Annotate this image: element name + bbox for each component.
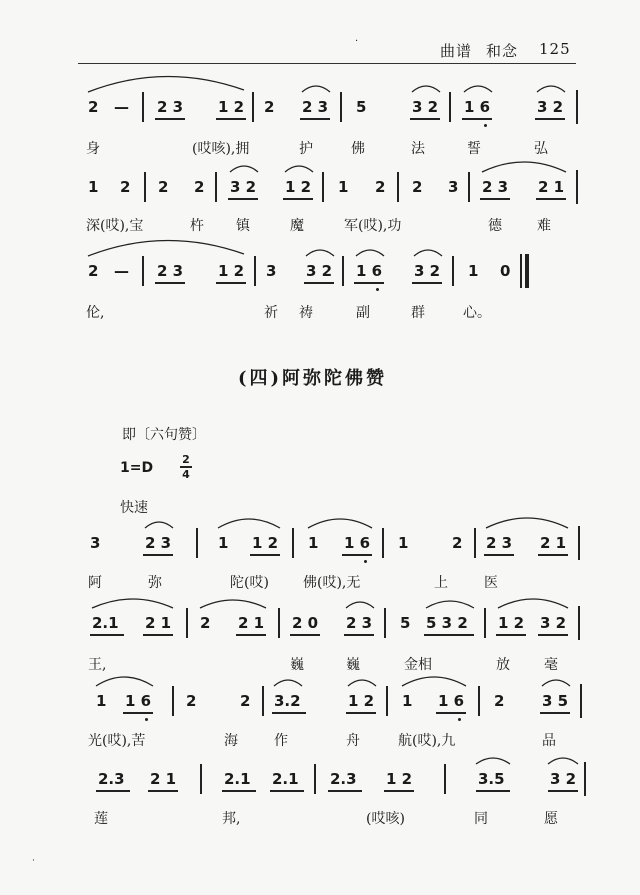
note: 1 2 xyxy=(218,262,245,280)
note: 3 2 xyxy=(230,178,257,196)
slur xyxy=(145,522,173,528)
barline xyxy=(452,256,454,286)
header-subsection: 和念 xyxy=(486,42,519,60)
note: 0 xyxy=(500,262,511,280)
slur xyxy=(412,86,440,92)
barline xyxy=(340,92,342,122)
underline xyxy=(344,634,374,636)
barline xyxy=(196,528,198,558)
underline xyxy=(290,634,320,636)
underline xyxy=(90,634,124,636)
lyric: 金相 xyxy=(404,657,432,673)
slur xyxy=(302,86,330,92)
lyric: 王, xyxy=(88,657,107,673)
underline xyxy=(540,712,570,714)
barline xyxy=(215,172,217,202)
lyric: 作 xyxy=(274,733,288,749)
note: 2 1 xyxy=(238,614,265,632)
barline xyxy=(322,172,324,202)
underline xyxy=(548,790,578,792)
lyric: 群 xyxy=(411,305,425,321)
header-section: 曲谱 xyxy=(440,42,473,60)
note: 1 6 xyxy=(438,692,465,710)
lyric: 深(哎),宝 xyxy=(86,218,144,234)
note: 1 xyxy=(468,262,479,280)
slur xyxy=(476,758,510,764)
underline xyxy=(300,118,330,120)
note: 1 xyxy=(402,692,413,710)
lyric: 难 xyxy=(537,218,551,234)
low-octave-dot xyxy=(376,288,379,291)
lyric: 祈 xyxy=(264,305,278,321)
barline xyxy=(449,92,451,122)
note: 1 2 xyxy=(498,614,525,632)
lyric: 镇 xyxy=(236,218,250,234)
section-subtitle: 即〔六句赞〕 xyxy=(122,427,206,443)
underline xyxy=(538,554,568,556)
lyric: 护 xyxy=(299,141,313,157)
underline xyxy=(354,282,384,284)
underline xyxy=(270,790,304,792)
note: 2 3 xyxy=(482,178,509,196)
note: 2 xyxy=(452,534,463,552)
barline xyxy=(397,172,399,202)
lyric: 海 xyxy=(224,733,238,749)
slur xyxy=(537,86,565,92)
note: 2.1 xyxy=(92,614,119,632)
stray-mark: · xyxy=(355,36,359,47)
note: 2 1 xyxy=(150,770,177,788)
note: 5 xyxy=(400,614,411,632)
lyric: 巍 xyxy=(346,657,360,673)
note: 2 xyxy=(264,98,275,116)
barline xyxy=(386,686,388,716)
lyric: 莲 xyxy=(94,811,108,827)
barline xyxy=(314,764,316,794)
note: 3 2 xyxy=(550,770,577,788)
lyric: 伦, xyxy=(86,305,105,321)
barline xyxy=(578,606,580,640)
underline xyxy=(436,712,466,714)
underline xyxy=(272,712,306,714)
lyric: 魔 xyxy=(290,218,304,234)
lyric: 心。 xyxy=(463,305,491,321)
underline xyxy=(384,790,414,792)
underline xyxy=(216,282,246,284)
note: 2 0 xyxy=(292,614,319,632)
note: 2 xyxy=(88,98,99,116)
note: 2 xyxy=(494,692,505,710)
slur xyxy=(542,680,570,686)
note: 2 3 xyxy=(157,262,184,280)
barline xyxy=(478,686,480,716)
lyric: 杵 xyxy=(190,218,204,234)
note: 2 3 xyxy=(157,98,184,116)
note: 2 3 xyxy=(486,534,513,552)
barline xyxy=(468,172,470,202)
note: 3.5 xyxy=(478,770,505,788)
key-signature: 1=D xyxy=(120,460,154,476)
underline xyxy=(535,118,565,120)
lyric: 愿 xyxy=(544,811,558,827)
underline xyxy=(155,282,185,284)
slur xyxy=(356,250,384,256)
slur xyxy=(88,240,244,256)
underline xyxy=(462,118,492,120)
section-title: (四)阿弥陀佛赞 xyxy=(238,368,388,389)
barline xyxy=(144,172,146,202)
underline xyxy=(412,282,442,284)
barline xyxy=(278,608,280,638)
underline xyxy=(328,790,362,792)
slur xyxy=(92,599,173,608)
time-bottom: 4 xyxy=(182,467,190,481)
underline xyxy=(410,118,440,120)
note: 1 2 xyxy=(285,178,312,196)
lyric: 航(哎),九 xyxy=(398,733,456,749)
note: 1 xyxy=(338,178,349,196)
lyric: 副 xyxy=(356,305,370,321)
note: 3 2 xyxy=(540,614,567,632)
lyric: 佛(哎),无 xyxy=(303,575,361,591)
note: 2.1 xyxy=(272,770,299,788)
header-rule xyxy=(78,63,576,64)
underline xyxy=(236,634,266,636)
note: 1 2 xyxy=(348,692,375,710)
barline xyxy=(576,90,578,124)
lyric: 弥 xyxy=(148,575,162,591)
lyric: 上 xyxy=(434,575,448,591)
note: 2 xyxy=(158,178,169,196)
barline xyxy=(186,608,188,638)
underline xyxy=(143,634,173,636)
barline xyxy=(142,92,144,122)
time-signature xyxy=(180,454,192,480)
slur xyxy=(274,680,302,686)
lyric: 同 xyxy=(474,811,488,827)
underline xyxy=(346,712,376,714)
underline xyxy=(143,554,173,556)
note: 1 xyxy=(88,178,99,196)
lyric: 邦, xyxy=(222,811,241,827)
underline xyxy=(476,790,510,792)
note: 3 2 xyxy=(537,98,564,116)
note: 3 2 xyxy=(306,262,333,280)
lyric: 军(哎),功 xyxy=(344,218,402,234)
barline xyxy=(382,528,384,558)
final-barline-thick xyxy=(525,254,529,288)
barline xyxy=(200,764,202,794)
lyric: 医 xyxy=(484,575,498,591)
note: 2 xyxy=(120,178,131,196)
lyric: 巍 xyxy=(290,657,304,673)
time-top: 2 xyxy=(182,453,190,466)
underline xyxy=(342,554,372,556)
underline xyxy=(222,790,256,792)
barline xyxy=(580,684,582,718)
note: 1 6 xyxy=(125,692,152,710)
note: — xyxy=(114,262,129,280)
underline xyxy=(148,790,178,792)
barline xyxy=(342,256,344,286)
slur xyxy=(96,677,153,686)
note: 1 2 xyxy=(218,98,245,116)
slur xyxy=(218,519,280,528)
lyric: 佛 xyxy=(351,141,365,157)
note: 2.3 xyxy=(98,770,125,788)
low-octave-dot xyxy=(484,124,487,127)
note: 2.1 xyxy=(224,770,251,788)
barline xyxy=(474,528,476,558)
slur xyxy=(88,76,244,92)
lyric: 毫 xyxy=(544,657,558,673)
barline xyxy=(576,170,578,204)
note: 3 2 xyxy=(412,98,439,116)
note: 1 6 xyxy=(356,262,383,280)
lyric: 誓 xyxy=(467,141,481,157)
slur xyxy=(482,162,566,172)
note: 1 6 xyxy=(464,98,491,116)
slur xyxy=(285,166,313,172)
lyric: 法 xyxy=(411,141,425,157)
note: 2 3 xyxy=(346,614,373,632)
slur xyxy=(486,518,568,528)
underline xyxy=(283,198,313,200)
slur xyxy=(498,599,568,608)
note: 3 2 xyxy=(414,262,441,280)
note: 3 xyxy=(448,178,459,196)
underline xyxy=(228,198,258,200)
note: 1 xyxy=(398,534,409,552)
note: 5 3 2 xyxy=(426,614,468,632)
note: 3 5 xyxy=(542,692,569,710)
slur xyxy=(200,600,266,608)
lyric: 祷 xyxy=(299,305,313,321)
slur xyxy=(306,250,334,256)
note: 2 xyxy=(240,692,251,710)
barline xyxy=(254,256,256,286)
slur xyxy=(464,86,492,92)
lyric: (哎咳) xyxy=(366,811,405,827)
barline xyxy=(484,608,486,638)
barline xyxy=(142,256,144,286)
slur xyxy=(414,250,442,256)
note: 1 2 xyxy=(386,770,413,788)
underline xyxy=(496,634,526,636)
lyric: (哎咳),拥 xyxy=(192,141,250,157)
note: 2 xyxy=(375,178,386,196)
note: 1 2 xyxy=(252,534,279,552)
barline xyxy=(292,528,294,558)
underline xyxy=(538,634,568,636)
low-octave-dot xyxy=(145,718,148,721)
final-barline xyxy=(520,254,522,288)
underline xyxy=(424,634,474,636)
slur xyxy=(426,601,474,608)
barline xyxy=(252,92,254,122)
stray-mark: · xyxy=(32,856,35,866)
note: 2 xyxy=(200,614,211,632)
barline xyxy=(172,686,174,716)
barline xyxy=(444,764,446,794)
tempo-marking: 快速 xyxy=(120,500,148,516)
note: 2 xyxy=(194,178,205,196)
note: 1 xyxy=(96,692,107,710)
lyric: 陀(哎) xyxy=(230,575,269,591)
slur xyxy=(346,602,374,608)
slur xyxy=(348,680,376,686)
note: 2 xyxy=(88,262,99,280)
low-octave-dot xyxy=(458,718,461,721)
note: 2 3 xyxy=(302,98,329,116)
note: 2 3 xyxy=(145,534,172,552)
note: — xyxy=(114,98,129,116)
underline xyxy=(536,198,566,200)
lyric: 身 xyxy=(86,141,100,157)
low-octave-dot xyxy=(364,560,367,563)
note: 3 xyxy=(90,534,101,552)
note: 5 xyxy=(356,98,367,116)
note: 1 xyxy=(218,534,229,552)
lyric: 德 xyxy=(488,218,502,234)
underline xyxy=(304,282,334,284)
underline xyxy=(484,554,514,556)
lyric: 放 xyxy=(496,657,510,673)
lyric: 弘 xyxy=(534,141,548,157)
underline xyxy=(123,712,153,714)
barline xyxy=(262,686,264,716)
underline xyxy=(96,790,130,792)
note: 2 xyxy=(186,692,197,710)
underline xyxy=(155,118,185,120)
lyric: 阿 xyxy=(88,575,102,591)
note: 2 1 xyxy=(540,534,567,552)
slur xyxy=(548,758,578,764)
note: 3 xyxy=(266,262,277,280)
page-number: 125 xyxy=(539,40,571,58)
barline xyxy=(384,608,386,638)
lyric: 舟 xyxy=(346,733,360,749)
underline xyxy=(480,198,510,200)
note: 2.3 xyxy=(330,770,357,788)
lyric: 品 xyxy=(542,733,556,749)
barline xyxy=(584,762,586,796)
underline xyxy=(216,118,246,120)
note: 2 1 xyxy=(538,178,565,196)
note: 3.2 xyxy=(274,692,301,710)
note: 1 xyxy=(308,534,319,552)
note: 1 6 xyxy=(344,534,371,552)
note: 2 1 xyxy=(145,614,172,632)
barline xyxy=(578,526,580,560)
slur xyxy=(308,519,372,528)
lyric: 光(哎),苦 xyxy=(88,733,146,749)
slur xyxy=(230,166,258,172)
underline xyxy=(250,554,280,556)
slur xyxy=(402,677,466,686)
note: 2 xyxy=(412,178,423,196)
